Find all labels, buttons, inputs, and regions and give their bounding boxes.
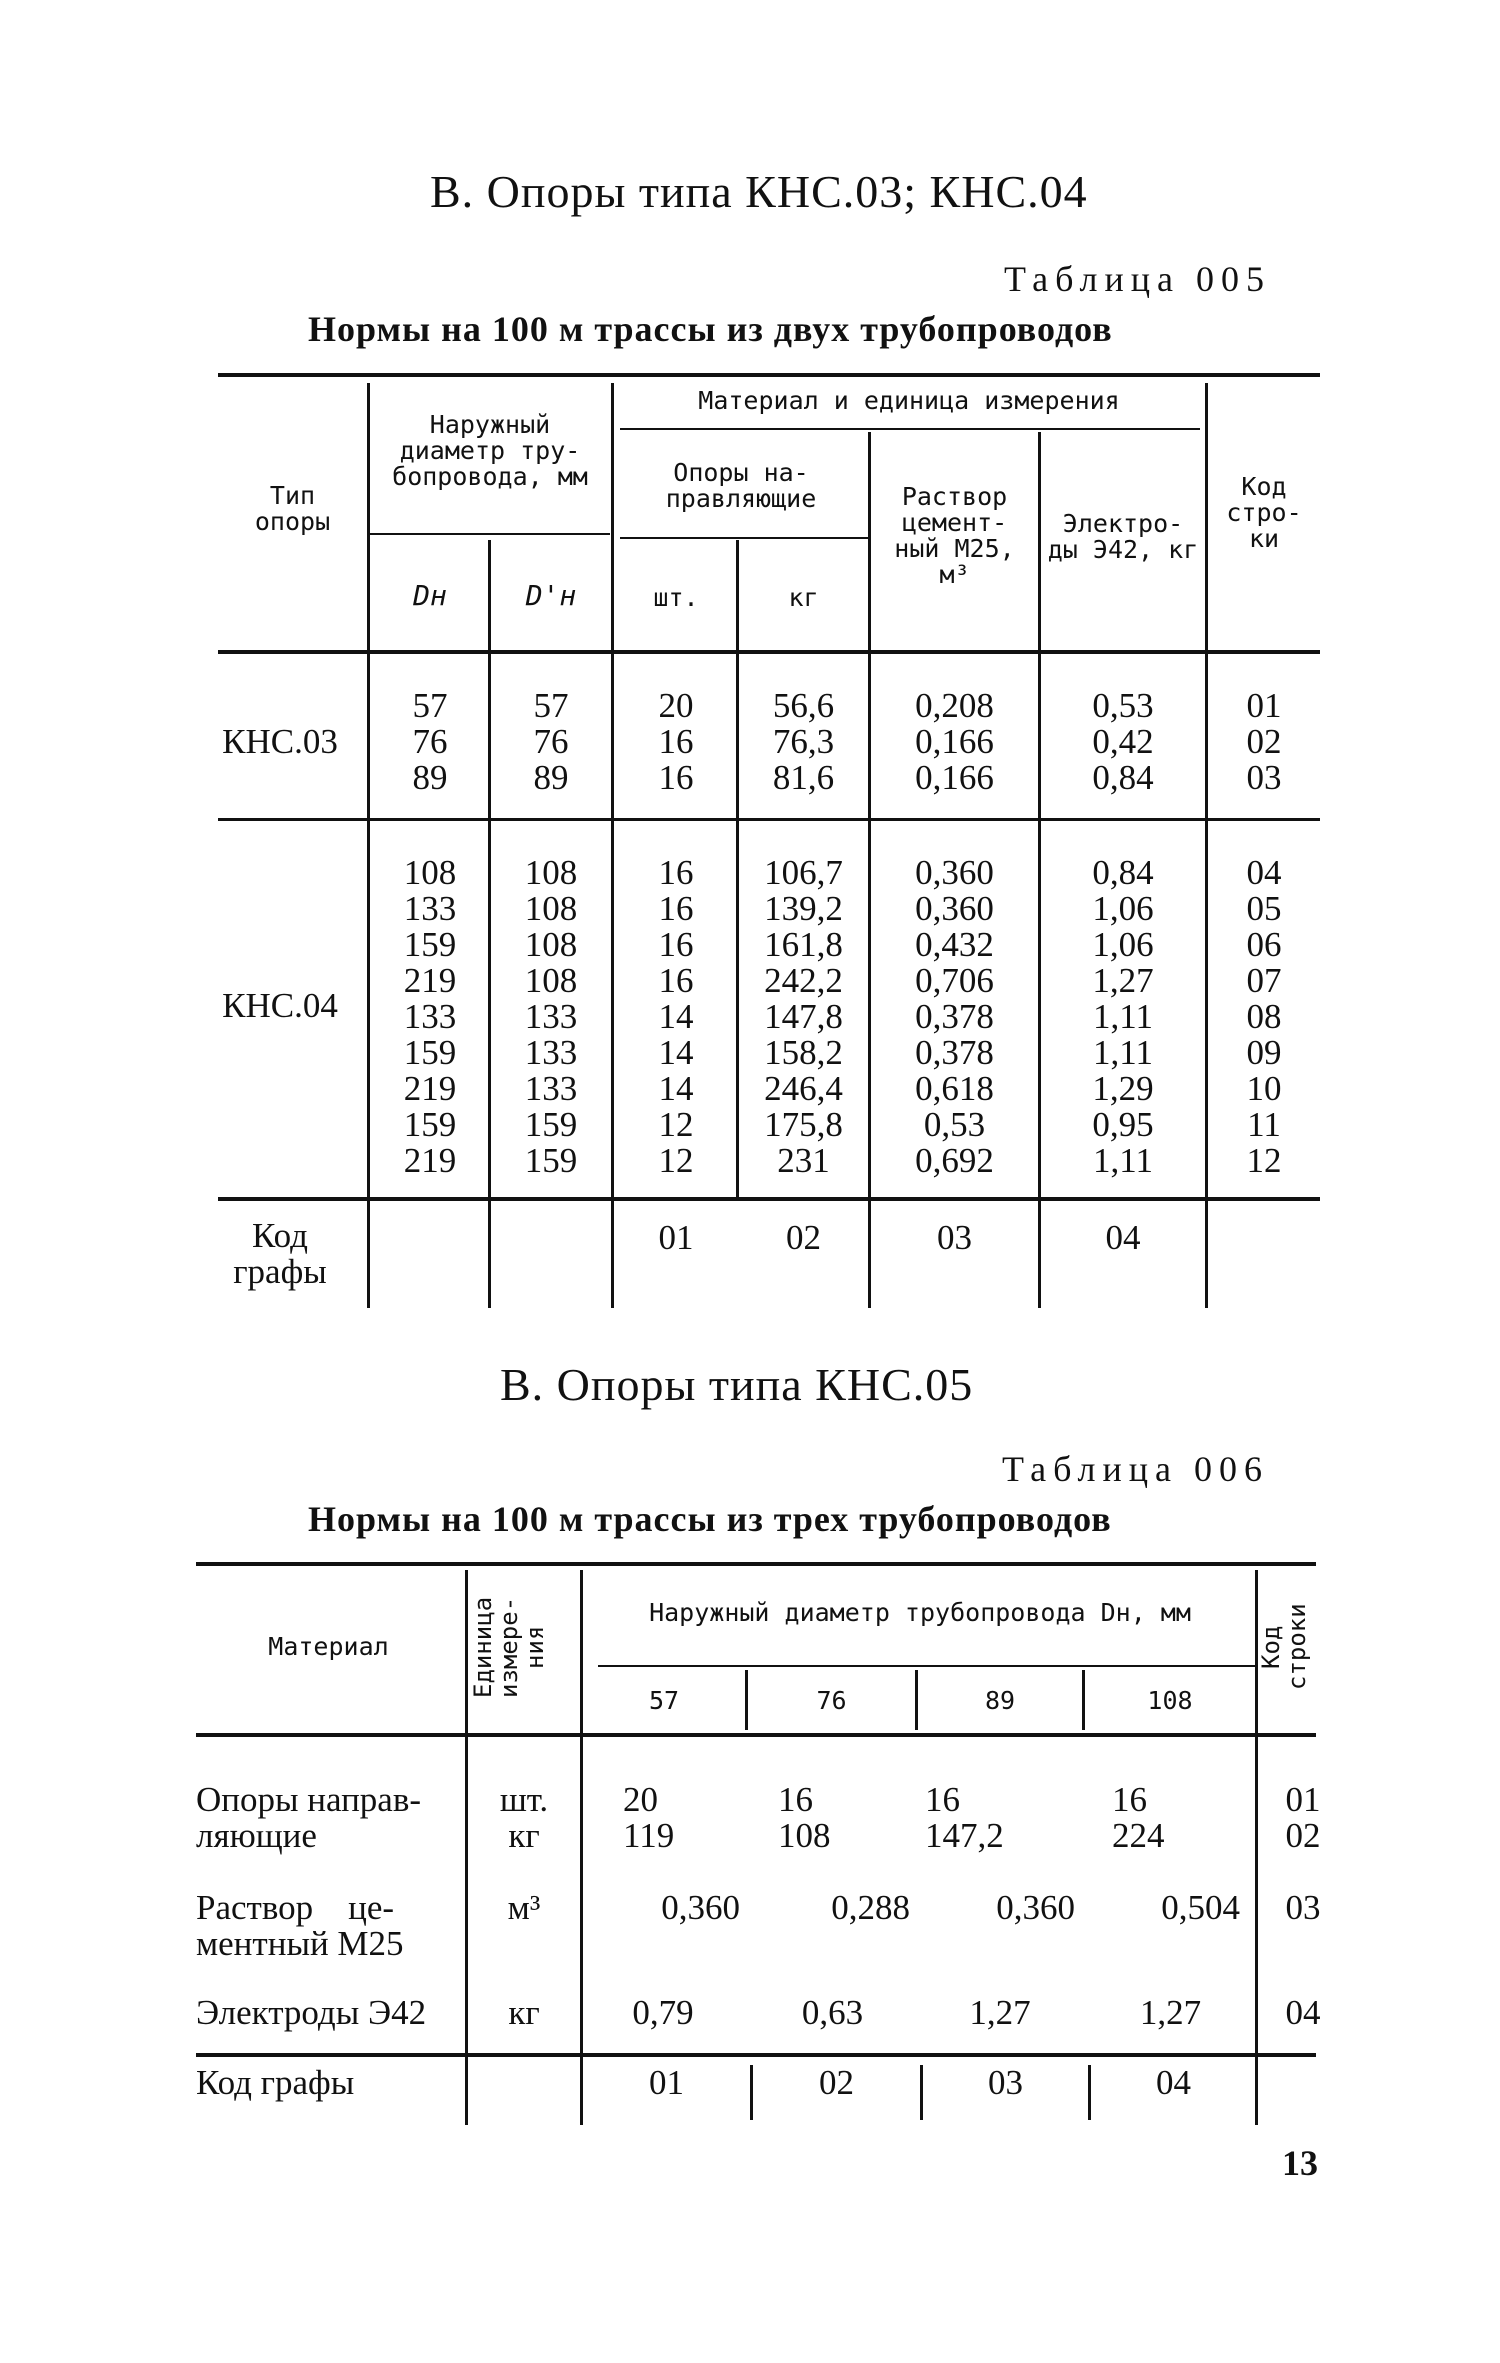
- header-type: Тип опоры: [254, 481, 331, 536]
- header-row-code: Код стро- ки: [1226, 472, 1302, 553]
- col-mortar: 0,208 0,166 0,166: [915, 686, 994, 797]
- col-electrodes: 0,53 0,42 0,84: [1092, 686, 1154, 797]
- material-mortar: Раствор це- ментный М25: [196, 1888, 404, 1963]
- header-d89: 89: [984, 1686, 1016, 1715]
- value-d89: 0,360: [996, 1888, 1075, 1927]
- page-number: 13: [1282, 2143, 1318, 2183]
- material-guides: Опоры направ- ляющие: [196, 1780, 422, 1855]
- column-code: 04: [1105, 1218, 1141, 1257]
- col-dn: 108 133 159 219 133 159 219 159 219: [403, 853, 457, 1180]
- header-diameter: Наружный диаметр трубопровода Dн, мм: [649, 1598, 1191, 1627]
- column-code-label: Код графы: [233, 1216, 327, 1291]
- value-d76: 0,288: [831, 1888, 910, 1927]
- col-dn-prime: 57 76 89: [533, 686, 569, 797]
- section2-heading: В. Опоры типа КНС.05: [500, 1359, 974, 1410]
- value-d57: 0,360: [661, 1888, 740, 1927]
- col-pcs: 20 16 16: [658, 686, 694, 797]
- col-pcs: 16 16 16 16 14 14 14 12 12: [658, 853, 694, 1180]
- header-material: Материал: [268, 1632, 389, 1661]
- table-006-title: Нормы на 100 м трассы из трех трубопроводов: [308, 1499, 1112, 1539]
- col-mortar: 0,360 0,360 0,432 0,706 0,378 0,378 0,618 0,53 0,692: [915, 853, 994, 1180]
- column-code: 03: [937, 1218, 972, 1257]
- value-d89: 16 147,2: [925, 1780, 1004, 1855]
- header-material-group: Материал и единица измерения: [698, 386, 1120, 415]
- column-code: 03: [988, 2063, 1023, 2102]
- row-code: 03: [1285, 1888, 1321, 1927]
- col-kg: 56,6 76,3 81,6: [772, 686, 835, 797]
- type-kns03: КНС.03: [222, 722, 338, 761]
- column-code: 01: [658, 1218, 694, 1257]
- column-code: 02: [819, 2063, 854, 2102]
- column-code: 01: [649, 2063, 684, 2102]
- header-guides: Опоры на- правляющие: [665, 458, 817, 513]
- value-d57: 20 119: [623, 1780, 675, 1855]
- col-kg: 106,7 139,2 161,8 242,2 147,8 158,2 246,4 175,8 231: [764, 853, 843, 1180]
- column-code: 02: [786, 1218, 821, 1257]
- header-d57: 57: [648, 1686, 680, 1715]
- header-dn-prime: D'н: [525, 579, 577, 612]
- header-d76: 76: [816, 1686, 847, 1715]
- header-d108: 108: [1147, 1686, 1193, 1715]
- row-code: 04: [1285, 1993, 1321, 2032]
- col-row-code: 01 02 03: [1246, 686, 1282, 797]
- value-d108: 0,504: [1161, 1888, 1240, 1927]
- value-d76: 0,63: [801, 1993, 864, 2032]
- unit-cell: м³: [507, 1888, 541, 1927]
- table-005-number: Таблица 005: [1004, 259, 1271, 299]
- unit-cell: шт. кг: [499, 1780, 549, 1855]
- col-electrodes: 0,84 1,06 1,06 1,27 1,11 1,11 1,29 0,95 1,11: [1092, 853, 1154, 1180]
- value-d108: 1,27: [1139, 1993, 1202, 2032]
- value-d57: 0,79: [632, 1993, 694, 2032]
- col-row-code: 04 05 06 07 08 09 10 11 12: [1246, 853, 1282, 1180]
- header-row-code: Код строки: [1257, 1603, 1311, 1691]
- header-electrodes: Электро- ды Э42, кг: [1047, 509, 1199, 564]
- value-d108: 16 224: [1112, 1780, 1165, 1855]
- material-electrodes: Электроды Э42: [196, 1993, 427, 2032]
- header-mortar: Раствор цемент- ный М25, м³: [894, 482, 1015, 589]
- header-unit: Единица измере- ния: [469, 1596, 549, 1698]
- type-kns04: КНС.04: [222, 986, 338, 1025]
- table-005-title: Нормы на 100 м трассы из двух трубопроводов: [308, 309, 1113, 349]
- column-code-label: Код графы: [196, 2063, 355, 2102]
- header-diameter: Наружный диаметр тру- бопровода, мм: [392, 410, 588, 491]
- column-code: 04: [1156, 2063, 1191, 2102]
- value-d89: 1,27: [969, 1993, 1031, 2032]
- unit-cell: кг: [508, 1993, 540, 2032]
- header-dn: Dн: [413, 579, 447, 612]
- value-d76: 16 108: [778, 1780, 831, 1855]
- col-dn: 57 76 89: [412, 686, 448, 797]
- col-dn-prime: 108 108 108 108 133 133 133 159 159: [524, 853, 578, 1180]
- header-kg: кг: [788, 583, 819, 612]
- row-code: 01 02: [1285, 1780, 1321, 1855]
- section1-heading: В. Опоры типа КНС.03; КНС.04: [430, 166, 1088, 217]
- header-pcs: шт.: [653, 583, 699, 612]
- table-006-number: Таблица 006: [1002, 1449, 1269, 1489]
